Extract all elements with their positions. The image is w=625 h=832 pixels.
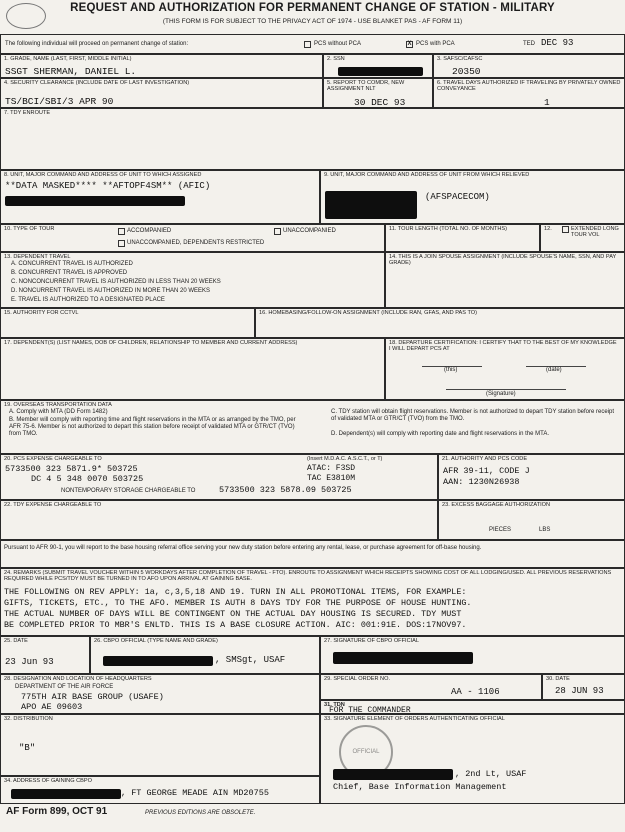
field-ssn <box>323 54 433 78</box>
join-spouse-label: 14. THIS IS A JOIN SPOUSE ASSIGNMENT (INCLUDE SPOUSE'S NAME, SSN, AND PAY GRADE) <box>389 254 617 267</box>
unit-assigned-redaction <box>5 196 185 206</box>
distribution-label: 32. DISTRIBUTION <box>4 716 53 722</box>
security-clearance-label: 4. SECURITY CLEARANCE (INCLUDE DATE OF LAST INVESTIGATION) <box>4 80 190 86</box>
field-special-order <box>320 674 542 700</box>
ssn-label: 2. SSN <box>327 56 345 62</box>
field-remarks <box>0 568 625 636</box>
safsc-value: 20350 <box>452 66 481 77</box>
unit-assigned-value: **DATA MASKED**** **AFTOPF4SM** (AFIC) <box>5 181 211 191</box>
report-date-label: 5. REPORT TO COMDR, NEW ASSIGNMENT NLT <box>327 80 405 93</box>
field-tdy-expense <box>0 500 438 540</box>
field-authority-cctvl <box>0 308 255 338</box>
authenticating-official-label: 33. SIGNATURE ELEMENT OF ORDERS AUTHENTICATING OFFICIAL <box>324 716 505 722</box>
extended-tour-text: EXTENDED LONG TOUR VOL <box>571 226 619 239</box>
pcs-without-pca-checkbox[interactable] <box>304 41 311 48</box>
field-date-25 <box>0 636 90 674</box>
homebasing-label: 16. HOMEBASING/FOLLOW-ON ASSIGNMENT (INCLUDE RAN, GFAS, AND PAS TO) <box>259 310 477 316</box>
remarks-label: 24. REMARKS (SUBMIT TRAVEL VOUCHER WITHIN 5 WORKDAYS AFTER COMPLETION OF TRAVEL - FTO). ENROUTE TO ASSIGNMENT WHICH RECEIPTS SHOWING COST OF ALL LODGING/USED. ALL PREVIOUS RESERVATIONS REQUIRED WHILE PCS/TDY MUST BE TURNED IN TO AFO UPON ARRIVAL AT GAINING BASE. <box>4 570 612 583</box>
form-title: REQUEST AND AUTHORIZATION FOR PERMANENT CHANGE OF STATION - MILITARY <box>70 2 555 14</box>
headquarters-line2: 775TH AIR BASE GROUP (USAFE) <box>21 692 164 702</box>
travel-days-value: 1 <box>544 97 550 108</box>
dependent-travel-option-c[interactable]: C. NONCONCURRENT TRAVEL IS AUTHORIZED IN LESS THAN 20 WEEKS <box>11 279 221 285</box>
pcs-type-row <box>0 34 625 54</box>
field-headquarters <box>0 674 320 714</box>
accompanied-checkbox[interactable] <box>118 228 125 235</box>
date-25-value: 23 Jun 93 <box>5 657 54 667</box>
housing-notice <box>0 540 625 568</box>
pcs-intro-text: The following individual will proceed on permanent change of station: <box>5 41 189 47</box>
type-of-tour-label: 10. TYPE OF TOUR <box>4 226 55 232</box>
authority-cctvl-label: 15. AUTHORITY FOR CCTVL <box>4 310 79 316</box>
unaccompanied-checkbox[interactable] <box>274 228 281 235</box>
lbs-label: LBS <box>539 527 551 533</box>
official-seal-stamp: OFFICIAL <box>339 725 393 779</box>
gaining-cbpo-redaction <box>11 789 121 799</box>
form-number: AF Form 899, OCT 91 <box>6 806 108 817</box>
obsolete-notice: PREVIOUS EDITIONS ARE OBSOLETE. <box>145 810 256 816</box>
field-join-spouse <box>385 252 625 308</box>
cbpo-signature-label: 27. SIGNATURE OF CBPO OFFICIAL <box>324 638 420 644</box>
field-authenticating-official <box>320 714 625 804</box>
field-tdn <box>320 700 625 714</box>
remarks-line4: BE COMPLETED PRIOR TO MBR'S ENLTD. THIS IS A BASE CLOSURE ACTION. AIC: 001:91E. DOS:17NOV97. <box>4 620 467 630</box>
field-homebasing <box>255 308 625 338</box>
cbpo-official-redaction <box>103 656 213 666</box>
grade-name-value: SSGT SHERMAN, DANIEL L. <box>5 66 137 77</box>
distribution-value: "B" <box>19 743 36 753</box>
field-report-date <box>323 78 433 108</box>
excess-baggage-label: 23. EXCESS BAGGAGE AUTHORIZATION <box>442 502 551 508</box>
unaccompanied-restricted-checkbox[interactable] <box>118 240 125 247</box>
form-subtitle: (THIS FORM IS FOR SUBJECT TO THE PRIVACY ACT OF 1974 - USE BLANKET PAS - AF FORM 11) <box>162 18 463 25</box>
headquarters-line3: APO AE 09603 <box>21 702 83 712</box>
safsc-label: 3. SAFSC/CAFSC <box>437 56 483 62</box>
field-tour-length <box>385 224 540 252</box>
gaining-cbpo-label: 34. ADDRESS OF GAINING CBPO <box>4 778 92 784</box>
authenticating-official-redaction <box>333 769 453 780</box>
field-tdy-enroute <box>0 108 625 170</box>
report-date-value: 30 DEC 93 <box>354 97 406 108</box>
unaccompanied-label: UNACCOMPANIED <box>283 228 336 234</box>
special-order-label: 29. SPECIAL ORDER NO. <box>324 676 391 682</box>
unit-relieved-redaction <box>325 191 417 219</box>
cbpo-signature-redaction <box>333 652 473 664</box>
remarks-line2: GIFTS, TICKETS, ETC., TO THE AFO. MEMBER IS AUTH 8 DAYS TDY FOR THE PURPOSE OF HOUSE HUNTING. <box>4 598 472 608</box>
field-type-of-tour <box>0 224 385 252</box>
remarks-line3: THE ACTUAL NUMBER OF DAYS WILL BE CONTINGENT ON THE ACTUAL DAY HOUSING IS SECURED. TDY MUST <box>4 609 462 619</box>
cbpo-official-label: 26. CBPO OFFICIAL (TYPE NAME AND GRADE) <box>94 638 218 644</box>
ted-label: TED <box>523 41 535 47</box>
signature-caption: (Signature) <box>486 391 516 397</box>
atac-value: ATAC: F3SD <box>307 464 356 473</box>
authority-pcs-code-value2: AAN: 1230N26938 <box>443 477 520 487</box>
overseas-option-d[interactable]: D. Dependent(s) will comply with reporting date and flight reservations in the MTA. <box>331 431 549 437</box>
field-cbpo-official <box>90 636 320 674</box>
mdac-insert-label: (Insert M.D.A.C. A.S.C.T., or T) <box>307 456 383 462</box>
dependent-travel-label: 13. DEPENDENT TRAVEL <box>4 254 71 260</box>
overseas-option-b[interactable]: B. Member will comply with reporting time and flight reservations in the MTA or as arranged by the TMO, per AFR 75-6. Member is not authorized to depart this station before receipt of validated MTA or GTR/CT (TVO) from TMO. <box>9 417 296 437</box>
remarks-line1: THE FOLLOWING ON REV APPLY: 1a, c,3,5,18 AND 19. TURN IN ALL PROMOTIONAL ITEMS, FOR EXAMPLE: <box>4 587 467 597</box>
field-cbpo-signature <box>320 636 625 674</box>
authenticating-official-line1: , 2nd Lt, USAF <box>455 769 527 779</box>
unit-relieved-label: 9. UNIT, MAJOR COMMAND AND ADDRESS OF UNIT FROM WHICH RELIEVED <box>324 172 530 178</box>
tdn-label: 31. TDN <box>324 702 345 708</box>
nontemp-storage-label: NONTEMPORARY STORAGE CHARGEABLE TO <box>61 488 196 494</box>
dependent-travel-option-e[interactable]: E. TRAVEL IS AUTHORIZED TO A DESIGNATED PLACE <box>11 297 165 303</box>
field-distribution <box>0 714 320 776</box>
extended-tour-label: 12. <box>544 226 552 232</box>
dependent-travel-option-d[interactable]: D. NONCURRENT TRAVEL IS AUTHORIZED IN MORE THAN 20 WEEKS <box>11 288 211 294</box>
grade-name-label: 1. GRADE, NAME (LAST, FIRST, MIDDLE INITIAL) <box>4 56 132 62</box>
unit-relieved-value: (AFSPACECOM) <box>425 192 490 202</box>
tdy-expense-label: 22. TDY EXPENSE CHARGEABLE TO <box>4 502 102 508</box>
pcs-with-pca-checkbox[interactable]: X <box>407 41 412 47</box>
field-safsc <box>433 54 625 78</box>
form-header <box>0 0 625 35</box>
field-travel-days <box>433 78 625 108</box>
tour-length-label: 11. TOUR LENGTH (TOTAL NO. OF MONTHS) <box>389 226 507 232</box>
pcs-expense-line1: 5733500 323 5871.9* 503725 <box>5 464 138 474</box>
field-pcs-expense <box>0 454 438 500</box>
field-overseas-transportation <box>0 400 625 454</box>
extended-tour-checkbox[interactable] <box>562 226 569 233</box>
accompanied-label: ACCOMPANIED <box>127 228 172 234</box>
field-gaining-cbpo <box>0 776 320 804</box>
field-unit-relieved <box>320 170 625 224</box>
date-caption: (date) <box>546 367 562 373</box>
pcs-expense-label: 20. PCS EXPENSE CHARGEABLE TO <box>4 456 102 462</box>
tdy-enroute-label: 7. TDY ENROUTE <box>4 110 51 116</box>
travel-days-label: 6. TRAVEL DAYS AUTHORIZED IF TRAVELING BY PRIVATELY OWNED CONVEYANCE <box>437 80 621 93</box>
overseas-option-a[interactable]: A. Comply with MTA (DD Form 1482) <box>9 409 108 415</box>
field-authority-pcs-code <box>438 454 625 500</box>
field-unit-assigned <box>0 170 320 224</box>
authority-pcs-code-label: 21. AUTHORITY AND PCS CODE <box>442 456 528 462</box>
field-date-30 <box>542 674 625 700</box>
dependents-label: 17. DEPENDENT(S) (LIST NAMES, DOB OF CHILDREN, RELATIONSHIP TO MEMBER AND CURRENT ADDRESS) <box>4 340 298 346</box>
field-excess-baggage <box>438 500 625 540</box>
authority-pcs-code-value1: AFR 39-11, CODE J <box>443 466 530 476</box>
field-dependents <box>0 338 385 400</box>
pieces-label: PIECES <box>489 527 512 533</box>
overseas-transportation-label: 19. OVERSEAS TRANSPORTATION DATA <box>4 402 112 408</box>
overseas-option-c[interactable]: C. TDY station will obtain flight reservations. Member is not authorized to depart TDY station before receipt of validated MTA or GTR/CT (TVO) from the TMO. <box>331 409 615 422</box>
field-security-clearance <box>0 78 323 108</box>
headquarters-label: 28. DESIGNATION AND LOCATION OF HEADQUARTERS <box>4 676 152 682</box>
pcs-without-pca-label: PCS without PCA <box>314 41 362 47</box>
tdn-value: FOR THE COMMANDER <box>329 706 411 715</box>
pcs-with-pca-label: PCS with PCA <box>416 41 455 47</box>
departure-certification-label: 18. DEPARTURE CERTIFICATION: I CERTIFY THAT TO THE BEST OF MY KNOWLEDGE I WILL DEPART PCS AT <box>389 340 617 353</box>
date-25-label: 25. DATE <box>4 638 28 644</box>
special-order-value: AA - 1106 <box>451 687 500 697</box>
housing-notice-text: Pursuant to AFR 90-1, you will report to the base housing referral office serving your new duty station before entering any rental, lease, or purchase agreement for off-base housing. <box>4 545 482 551</box>
signature-line <box>446 389 566 390</box>
date-30-value: 28 JUN 93 <box>555 686 604 696</box>
dependent-travel-option-a[interactable]: A. CONCURRENT TRAVEL IS AUTHORIZED <box>11 261 133 267</box>
pcs-expense-line2: DC 4 5 348 0070 503725 <box>31 474 144 484</box>
field-grade-name <box>0 54 323 78</box>
this-caption: (this) <box>444 367 458 373</box>
authenticating-official-line2: Chief, Base Information Management <box>333 782 507 792</box>
tac-value: TAC E3810M <box>307 474 356 483</box>
field-extended-tour <box>540 224 625 252</box>
headquarters-line1: DEPARTMENT OF THE AIR FORCE <box>15 684 114 690</box>
ssn-redaction <box>338 67 423 76</box>
security-clearance-value: TS/BCI/SBI/3 APR 90 <box>5 96 114 107</box>
field-dependent-travel <box>0 252 385 308</box>
nontemp-storage-value: 5733500 323 5878.09 503725 <box>219 485 352 495</box>
dependent-travel-option-b[interactable]: B. CONCURRENT TRAVEL IS APPROVED <box>11 270 128 276</box>
unit-assigned-label: 8. UNIT, MAJOR COMMAND AND ADDRESS OF UNIT TO WHICH ASSIGNED <box>4 172 202 178</box>
ted-value: DEC 93 <box>541 38 574 48</box>
field-departure-certification <box>385 338 625 400</box>
cbpo-official-value: , SMSgt, USAF <box>215 655 286 665</box>
gaining-cbpo-value: , FT GEORGE MEADE AIN MD20755 <box>121 788 269 798</box>
unaccompanied-restricted-label: UNACCOMPANIED, DEPENDENTS RESTRICTED <box>127 240 265 246</box>
date-30-label: 30. DATE <box>546 676 570 682</box>
